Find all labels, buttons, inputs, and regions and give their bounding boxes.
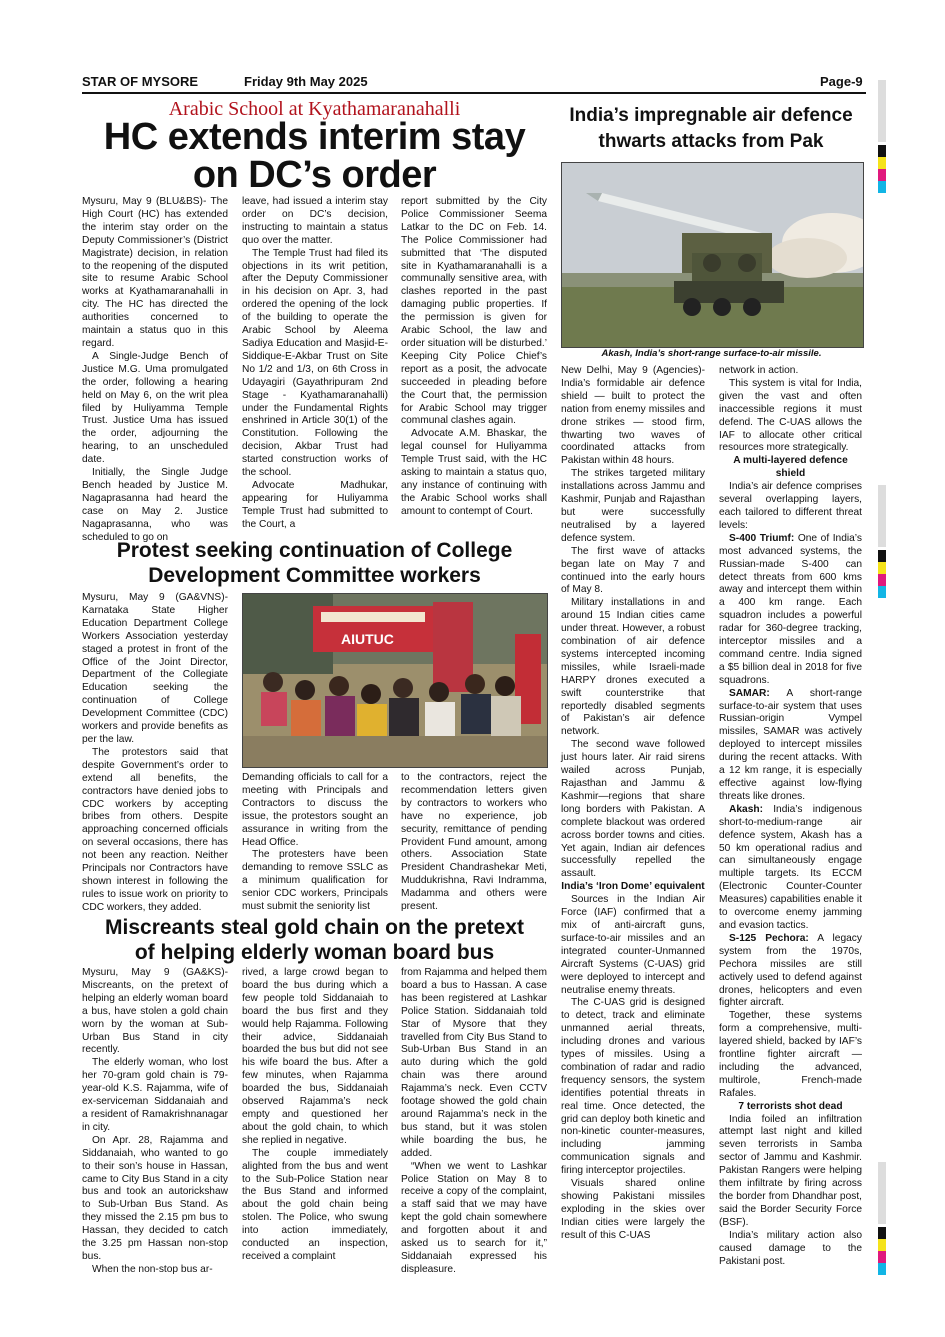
page-number: Page-9 <box>820 74 863 89</box>
registration-black-1 <box>878 145 886 157</box>
paragraph: Mysuru, May 9 (GA&KS)- Miscreants, on the pretext of helping an elderly woman board a bus, have stolen a gold chain worn by the woman at Sub-Urban Bus Stand in city recently. <box>82 967 228 1056</box>
registration-cyan-3 <box>878 1263 886 1275</box>
registration-yellow-2 <box>878 562 886 574</box>
registration-grey-2 <box>878 485 886 547</box>
paragraph: The second wave followed just hours later. Air raid sirens wailed across Punjab, Rajasthan and Jammu & Kashmir—regions that share long borders with Pakistan. A complete blackout was ordered across border towns and cities. Yet again, Indian air defences successfully repelled the assault. <box>561 739 705 880</box>
system-pechora <box>719 933 862 1010</box>
paragraph: Military installations in and around 15 Indian cities came under threat. However, a robust combination of air defence systems intercepted incoming missiles, while Israeli-made HARPY drones executed a swift counterstrike that reportedly disabled segments of Pakistan’s air defence network. <box>561 597 705 738</box>
story1-kicker: Arabic School at Kyathamaranahalli <box>168 98 461 120</box>
paragraph: The Temple Trust had filed its objections in its writ petition, after the Deputy Commissioner in his decision on Apr. 3, had ordered the opening of the lock of the building to operate the Arabic School by Aleema Sadiya Education and Masjid-E-Siddique-E-Akbar Trust on Site No 1/2 and 1/3, on 6th Cross in Udayagiri (Gayathripuram 2nd Stage - Kyathamaranahalli) under the Fundamental Rights enshrined in Article 30(1) of the Constitution. Following the decision, Akbar Trust had started construction works of the school. <box>242 247 388 479</box>
story4-headline-line1: India’s impregnable air defence <box>569 105 853 126</box>
story1-column-3 <box>401 196 547 519</box>
story2-headline-line2: Development Committee workers <box>148 564 481 587</box>
paragraph: The first wave of attacks began late on May 7 and continued into the early hours of May 8. <box>561 545 705 596</box>
story3-headline-line2: of helping elderly woman board bus <box>134 941 495 964</box>
paragraph: leave, had issued a interim stay order on DC’s decision, instructing to maintain a status quo over the matter. <box>242 196 388 246</box>
paragraph: When the non-stop bus ar- <box>92 1263 213 1275</box>
story4-headline <box>556 103 866 155</box>
system-akash <box>719 804 862 933</box>
system-text: A short-range surface-to-air system that uses Russian-origin Vympel missiles, SAMAR was actively deployed to intercept missiles during the recent attacks. With a 12 km range, it is especially effective against low-flying threats like drones. <box>719 687 862 802</box>
missile-image <box>562 163 863 347</box>
registration-yellow-3 <box>878 1239 886 1251</box>
paragraph: The C-UAS grid is designed to detect, track and eliminate unmanned aerial threats, including drones and various types of missiles. Using a combination of radar and radio frequency sensors, the system identifies potential threats in real time. Once detected, the grid can deploy both kinetic and non-kinetic counter-measures, including jamming communication signals and firing interceptor projectiles. <box>561 997 705 1177</box>
paragraph: to the contractors, reject the recommendation letters given by contractors to workers who have no experience, job security, remittance of pending Provident Fund amount, among others. Association State President Chandrashekar Meti, Muddukrishna, Ravi Indramma, Madamma and others were present. <box>401 772 547 913</box>
paragraph: Together, these systems form a comprehensive, multi-layered shield, backed by IAF’s frontline fighter aircraft — including the advanced, multirole, French-made Rafales. <box>719 1010 862 1099</box>
paragraph: rived, a large crowd began to board the bus during which a few people told Siddanaiah to board the bus first and they would help Rajamma. Following their advice, Siddanaiah boarded the bus but did not see his wife board the bus. After a few minutes, when Rajamma boarded the bus, Siddanaiah observed Rajamma’s neck empty and questioned her about the gold chain, to which she replied in negative. <box>242 967 388 1146</box>
story2-column-2 <box>242 772 388 914</box>
paragraph: India foiled an infiltration attempt last night and killed seven terrorists in Samba sector of Jammu and Kashmir. Pakistan Rangers were helping them infiltrate by firing across the border from Dhandhar post, said the Border Security Force (BSF). <box>719 1113 862 1228</box>
issue-date: Friday 9th May 2025 <box>244 74 368 89</box>
registration-magenta-2 <box>878 574 886 586</box>
story1-headline <box>82 118 547 194</box>
registration-grey-1 <box>878 80 886 142</box>
system-name: Akash: <box>729 803 763 815</box>
registration-yellow-1 <box>878 157 886 169</box>
paragraph: Mysuru, May 9 (GA&VNS)- Karnataka State Higher Education Department College Workers Association yesterday staged a protest in front of the Office of the Joint Director, Department of the Collegiate Education seeking the continuation of College Development Committee (CDC) workers and provide benefits as per the law. <box>82 592 228 745</box>
paragraph: India’s air defence comprises several overlapping layers, each tailored to different threat levels: <box>719 481 862 531</box>
paragraph: report submitted by the City Police Commissioner Seema Latkar to the DC on Feb. 14. The Police Commissioner had submitted that ‘The disputed site in Kyathamaranahalli is a communally sensitive area, with clashes reported in the past damaging public properties. If the permission is given for Arabic School, the law and order situation will be disturbed.’ Keeping City Police Chief’s report as a posit, the advocate succeeded in pleading before the Court that, the permission for Arabic School may trigger communal clashes again. <box>401 196 547 427</box>
system-name: S-400 Triumf: <box>729 532 795 544</box>
paragraph: Advocate Madhukar, appearing for Huliyamma Temple Trust had submitted to the Court, a <box>242 479 388 530</box>
paragraph: “When we went to Lashkar Police Station on May 8 to receive a copy of the complaint, a staff said that we may have kept the gold chain somewhere and forgotten about it and asked us to search for it,” Siddanaiah expressed his displeasure. <box>401 1160 547 1275</box>
registration-cyan-2 <box>878 586 886 598</box>
story1-headline-line2: on DC’s order <box>192 154 437 196</box>
story3-column-3 <box>401 967 547 1277</box>
paragraph: Initially, the Single Judge Bench headed by Justice M. Nagaprasanna had heard the case on May 2. Justice Nagaprasanna, who was scheduled to go on <box>82 467 228 543</box>
registration-grey-3 <box>878 1162 886 1224</box>
system-name: S-125 Pechora: <box>729 932 809 944</box>
system-text: A legacy system from the 1970s, Pechora missiles are still actively used to defend against drones, helicopters and even fighter aircraft. <box>719 932 862 1009</box>
paragraph: Demanding officials to call for a meeting with Principals and Contractors to discuss the issue, the protestors sought an assurance in writing from the Head Office. <box>242 772 388 848</box>
header-rule <box>82 92 866 94</box>
missile-photo <box>561 162 864 348</box>
subheading-terrorists: 7 terrorists shot dead <box>738 1100 843 1112</box>
story3-headline <box>82 915 547 965</box>
system-samar <box>719 688 862 804</box>
paragraph: On Apr. 28, Rajamma and Siddanaiah, who wanted to go to their son’s house in Hassan, came to City Bus Stand in a city bus and took an autorickshaw to Sub-Urban Bus Stand. As they missed the 2.15 pm bus to Hassan, they decided to catch the 3.25 pm Hassan non-stop bus. <box>82 1134 228 1262</box>
paragraph: The strikes targeted military installations across Jammu and Kashmir, Punjab and Rajasthan but were successfully neutralised by a layered defence system. <box>561 468 705 544</box>
story4-column-1 <box>561 365 705 1243</box>
story3-column-2 <box>242 967 388 1264</box>
protest-image <box>243 594 547 767</box>
story1-column-1 <box>82 196 228 544</box>
paragraph: This system is vital for India, given the vast and often inaccessible regions it must defend. The C-UAS allows the IAF to allocate other critical resources more strategically. <box>719 377 862 454</box>
paragraph: New Delhi, May 9 (Agencies)- India’s formidable air defence shield — built to protect the nation from enemy missiles and drone strikes — stood firm, thwarting two waves of coordinated attacks from Pakistan within 48 hours. <box>561 365 705 467</box>
story2-column-3 <box>401 772 547 914</box>
story3-headline-line1: Miscreants steal gold chain on the pretext <box>105 916 524 939</box>
paragraph: A Single-Judge Bench of Justice M.G. Uma promulgated the order, following a hearing held on May 6, on the writ plea filed by Huliyamma Temple Trust. Justice Uma has issued the order, adjourning the hearing, to an unscheduled date. <box>82 350 228 466</box>
story1-headline-line1: HC extends interim stay <box>103 116 526 158</box>
paragraph: Sources in the Indian Air Force (IAF) confirmed that a mix of anti-aircraft guns, surface-to-air missiles and an integrated counter-Unmanned Aircraft Systems (C-UAS) grid were deployed to intercept and neutralise enemy threats. <box>561 894 705 996</box>
registration-cyan-1 <box>878 181 886 193</box>
registration-black-3 <box>878 1227 886 1239</box>
paragraph: The elderly woman, who lost her 70-gram gold chain is 79-year-old K.S. Rajamma, wife of ex-serviceman Siddanaiah and a resident of Ramakrishnanagar in city. <box>82 1057 228 1133</box>
newspaper-name: STAR OF MYSORE <box>82 74 199 89</box>
paragraph: Advocate A.M. Bhaskar, the legal counsel for Huliyamma Temple Trust said, with the HC asking to maintain a status quo, any instance of continuing with the Arabic School works shall amount to contempt of Court. <box>401 428 547 517</box>
system-name: SAMAR: <box>729 687 770 699</box>
system-s400 <box>719 533 862 688</box>
story2-headline <box>82 538 547 588</box>
paragraph: from Rajamma and helped them board a bus to Hassan. A case has been registered at Lashkar Police Station. Siddanaiah told Star of Mysore that they travelled from City Bus Stand to Sub-Urban Bus Stand in an auto during which the gold chain was there around Rajamma’s neck. Even CCTV footage showed the gold chain around Rajamma’s neck in the bus stand, but it was stolen while boarding the bus, he added. <box>401 967 547 1159</box>
registration-magenta-3 <box>878 1251 886 1263</box>
paragraph: The protesters have been demanding to remove SSLC as a minimum qualification for senior CDC workers, Principals must submit the seniority list <box>242 849 388 913</box>
photo-caption: Akash, India’s short-range surface-to-air missile. <box>601 348 822 359</box>
paragraph: network in action. <box>719 365 799 376</box>
story2-headline-line1: Protest seeking continuation of College <box>116 539 513 562</box>
protest-photo <box>242 593 548 768</box>
story3-column-1 <box>82 967 228 1277</box>
subheading-multi-layered: A multi-layered defence shield <box>733 455 848 480</box>
story2-column-1 <box>82 592 228 915</box>
paragraph: Mysuru, May 9 (BLU&BS)- The High Court (HC) has extended the interim stay order on the Deputy Commissioner’s (District Magistrate) decision, in relation to the reopening of the disputed site to resume Arabic School works at Kyathamaranahalli in city. The HC has directed the authorities concerned to maintain a status quo in this regard. <box>82 196 228 349</box>
banner-text: AIUTUC <box>341 631 394 647</box>
paragraph: Visuals shared online showing Pakistani missiles exploding in the skies over Indian cities were largely the result of this C-UAS <box>561 1178 705 1241</box>
registration-magenta-1 <box>878 169 886 181</box>
paragraph: India’s military action also caused damage to the Pakistani post. <box>719 1229 862 1267</box>
subheading-iron-dome: India’s ‘Iron Dome’ equivalent <box>561 881 705 893</box>
registration-black-2 <box>878 550 886 562</box>
story4-headline-line2: thwarts attacks from Pak <box>598 131 824 152</box>
system-text: One of India’s most advanced systems, the Russian-made S-400 can detect threats from 600 kms away and intercept them within a 400 km range. Each squadron includes a powerful radar for 360-degree tracking, interceptor missiles and a command centre. India signed a $5 billion deal in 2018 for five squadrons. <box>719 532 862 686</box>
paragraph: The couple immediately alighted from the bus and went to the Sub-Police Station near the Bus Stand and informed about the gold chain being stolen. The Police, who swung into action immediately, conducted an inspection, received a complaint <box>242 1147 388 1262</box>
system-text: India’s indigenous short-to-medium-range air defence system, Akash has a 50 km operational radius and can simultaneously engage multiple targets. Its ECCM (Electronic Counter-Counter Measures) capabilities enable it to overcome enemy jamming and evasion tactics. <box>719 803 862 931</box>
paragraph: The protestors said that despite Government’s order to extend all benefits, the contractors have denied jobs to CDC workers by accepting bribes from others. Despite approaching concerned officials on several occasions, there has not been any reaction. Neither Principals nor Contractors have shown interest in following the rules to issue work on priority to CDC workers, they added. <box>82 746 228 913</box>
story4-column-2 <box>719 365 862 1268</box>
story1-column-2 <box>242 196 388 532</box>
